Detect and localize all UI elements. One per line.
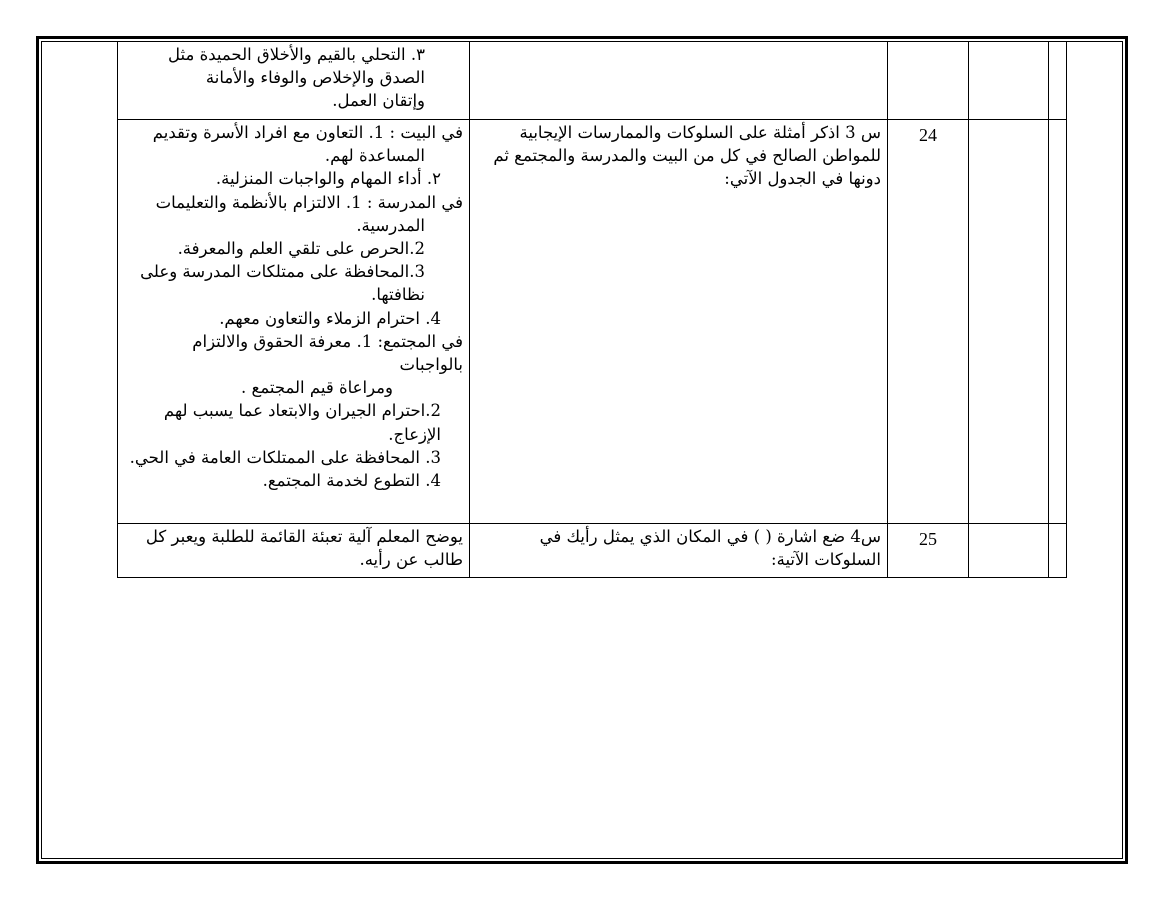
answer-line: يوضح المعلم آلية تعبئة القائمة للطلبة ويعبر كل [145, 527, 463, 546]
answer-line: في البيت : 1. التعاون مع افراد الأسرة وتقديم [152, 123, 463, 142]
answer-line: الصدق والإخلاص والوفاء والأمانة [205, 68, 425, 88]
question-cell [470, 120, 888, 524]
answer-cell [118, 42, 470, 120]
question-cell [470, 42, 888, 120]
empty-cell [969, 42, 1049, 120]
answer-line: طالب عن رأيه. [359, 550, 463, 570]
answer-line: في المدرسة : 1. الالتزام بالأنظمة والتعليمات [155, 192, 463, 212]
answer-line: ٣. التحلي بالقيم والأخلاق الحميدة مثل [168, 45, 425, 64]
question-line: س4 ضع اشارة ( ) في المكان الذي يمثل رأيك في [539, 527, 881, 546]
answer-line: 3.المحافظة على ممتلكات المدرسة وعلى [140, 262, 425, 282]
answer-line: بالواجبات [399, 355, 463, 375]
table-row [118, 120, 1067, 524]
table-row [118, 42, 1067, 120]
question-line: السلوكات الآتية: [771, 550, 881, 570]
answer-line: المدرسية. [356, 215, 425, 235]
answer-line: المساعدة لهم. [324, 146, 425, 166]
answer-cell [118, 120, 470, 524]
number-cell [888, 42, 969, 120]
number-cell [888, 524, 969, 578]
table-row [118, 524, 1067, 578]
answer-line: 4. احترام الزملاء والتعاون معهم. [219, 308, 441, 328]
answer-line: نظافتها. [371, 285, 425, 305]
question-line: للمواطن الصالح في كل من البيت والمدرسة والمجتمع ثم [493, 146, 881, 166]
answer-line: وإتقان العمل. [332, 91, 425, 111]
empty-cell [1049, 524, 1067, 578]
empty-cell [969, 120, 1049, 524]
answer-line: ومراعاة قيم المجتمع . [241, 378, 393, 398]
answer-line: 4. التطوع لخدمة المجتمع. [262, 471, 441, 491]
empty-cell [969, 524, 1049, 578]
answer-line: الإزعاج. [388, 424, 441, 444]
question-number: 24 [919, 125, 937, 145]
empty-cell [1049, 42, 1067, 120]
empty-cell [1049, 120, 1067, 524]
question-number: 25 [919, 529, 937, 549]
answer-line: في المجتمع: 1. معرفة الحقوق والالتزام [192, 331, 463, 351]
answer-line: 3. المحافظة على الممتلكات العامة في الحي. [129, 447, 441, 467]
answer-line: ٢. أداء المهام والواجبات المنزلية. [215, 169, 441, 189]
question-line: دونها في الجدول الآتي: [724, 169, 881, 189]
answer-line: 2.احترام الجيران والابتعاد عما يسبب لهم [163, 401, 441, 421]
number-cell [888, 120, 969, 524]
answer-line: 2.الحرص على تلقي العلم والمعرفة. [177, 239, 425, 259]
lesson-table [117, 41, 1067, 578]
question-line: س 3 اذكر أمثلة على السلوكات والممارسات الإيجابية [519, 123, 881, 142]
answer-cell [118, 524, 470, 578]
question-cell [470, 524, 888, 578]
